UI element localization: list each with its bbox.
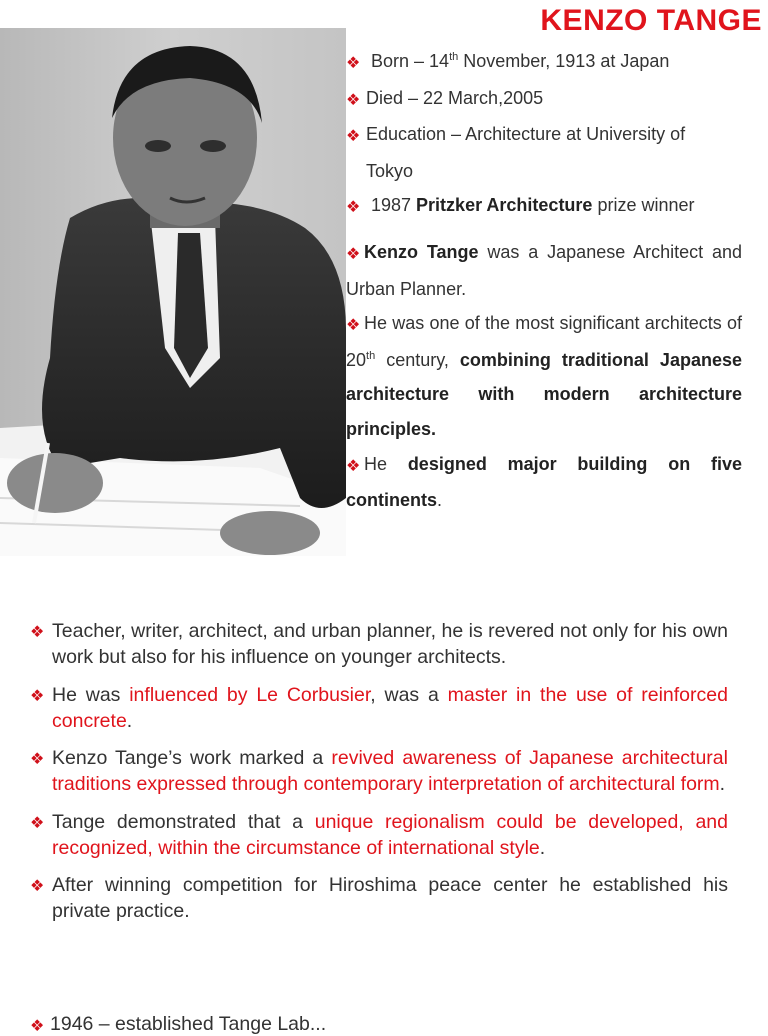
detail-paragraph-4: ❖ Tange demonstrated that a unique regionalism could be developed, and recognized, within the circumstance of international style. — [30, 810, 728, 859]
fact-born: ❖ Born – 14th November, 1913 at Japan — [346, 44, 744, 81]
diamond-bullet-icon: ❖ — [30, 878, 45, 895]
diamond-bullet-icon: ❖ — [346, 91, 361, 109]
fact-died: ❖ Died – 22 March,2005 — [346, 81, 744, 118]
detail-paragraph-6-cutoff: ❖ 1946 – established Tange Lab... — [30, 1013, 327, 1035]
diamond-bullet-icon: ❖ — [30, 1018, 45, 1035]
summary-paragraph-3: ❖ He designed major building on five continents. — [346, 447, 742, 518]
fact-education: ❖ Education – Architecture at University of — [346, 117, 744, 154]
fact-pritzker: ❖ 1987 Pritzker Architecture prize winner — [346, 188, 744, 225]
detail-paragraph-5: ❖ After winning competition for Hiroshima peace center he established his private practice. — [30, 874, 728, 922]
diamond-bullet-icon: ❖ — [30, 687, 45, 705]
summary-paragraph-2: ❖ He was one of the most significant architects of 20th century, combining traditional Japanese architecture with modern architecture principles. — [346, 306, 742, 446]
diamond-bullet-icon: ❖ — [346, 457, 361, 475]
details-list — [30, 618, 728, 936]
facts-list — [346, 44, 744, 225]
fact-education-cont: Tokyo — [366, 160, 414, 181]
detail-paragraph-1: ❖ Teacher, writer, architect, and urban planner, he is revered not only for his own work but also for his influence on younger architects. — [30, 620, 728, 668]
diamond-bullet-icon: ❖ — [346, 128, 361, 145]
diamond-bullet-icon: ❖ — [346, 317, 361, 335]
summary-list — [346, 235, 742, 518]
summary-paragraph-1: ❖ Kenzo Tange was a Japanese Architect and Urban Planner. — [346, 235, 742, 306]
diamond-bullet-icon: ❖ — [30, 624, 45, 641]
portrait-photo — [0, 28, 346, 556]
diamond-bullet-icon: ❖ — [30, 814, 45, 832]
detail-paragraph-3: ❖ Kenzo Tange’s work marked a revived awareness of Japanese architectural traditions expressed through contemporary interpretation of architectural form. — [30, 747, 728, 795]
diamond-bullet-icon: ❖ — [30, 751, 45, 768]
diamond-bullet-icon: ❖ — [346, 55, 361, 72]
diamond-bullet-icon: ❖ — [346, 199, 361, 216]
page-title: KENZO TANGE — [540, 4, 762, 37]
detail-paragraph-2: ❖ He was influenced by Le Corbusier, was a master in the use of reinforced concrete. — [30, 683, 728, 732]
diamond-bullet-icon: ❖ — [346, 246, 361, 263]
